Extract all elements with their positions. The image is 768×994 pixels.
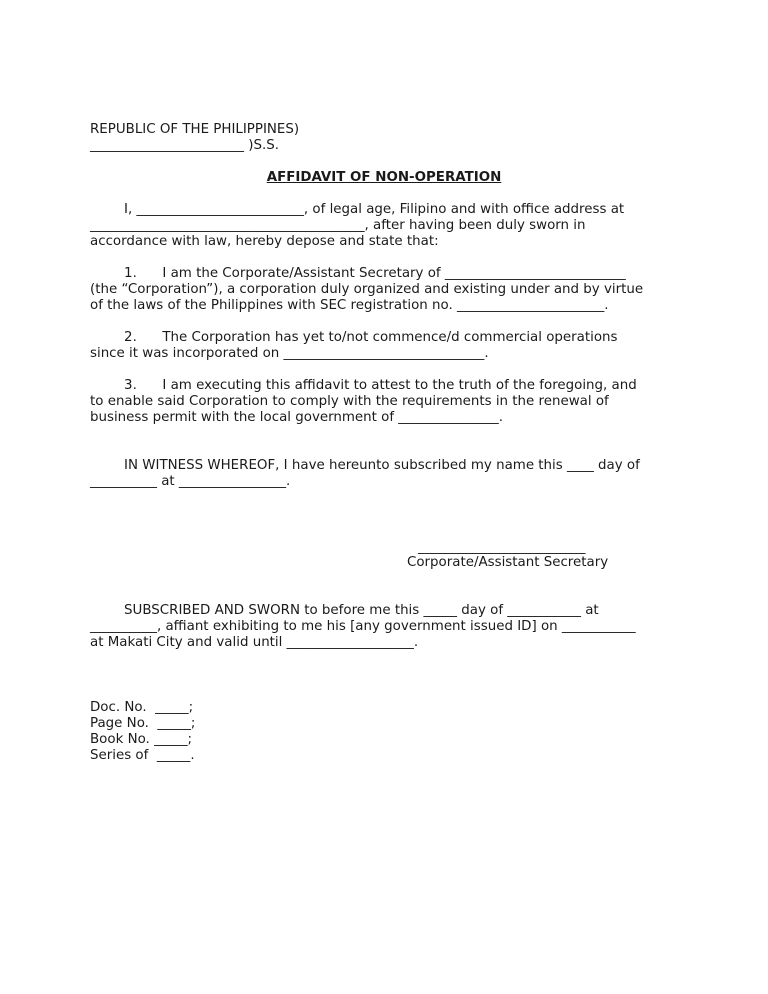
jurat-line-1: SUBSCRIBED AND SWORN to before me this _____ day of ___________ at — [90, 603, 599, 618]
signature-caption: Corporate/Assistant Secretary — [407, 555, 609, 570]
item-1-line-2: (the “Corporation”), a corporation duly organized and existing under and by virtue — [90, 282, 644, 297]
doc-no: Doc. No. _____; — [90, 700, 194, 715]
header-republic: REPUBLIC OF THE PHILIPPINES) — [90, 122, 300, 137]
item-2-line-2: since it was incorporated on ______________________________. — [90, 346, 489, 361]
item-3-line-1: 3. I am executing this affidavit to attest to the truth of the foregoing, and — [90, 378, 637, 393]
intro-line-2: _________________________________________, after having been duly sworn in — [90, 218, 586, 233]
item-3-line-2: to enable said Corporation to comply with the requirements in the renewal of — [90, 394, 609, 409]
item-2-line-1: 2. The Corporation has yet to/not commence/d commercial operations — [90, 330, 618, 345]
signature-line: _________________________ — [418, 540, 586, 555]
item-1-line-3: of the laws of the Philippines with SEC registration no. ______________________. — [90, 298, 609, 313]
page-no: Page No. _____; — [90, 716, 196, 731]
document-title: AFFIDAVIT OF NON-OPERATION — [266, 170, 502, 185]
item-1-line-1: 1. I am the Corporate/Assistant Secretary of ___________________________ — [90, 266, 626, 281]
item-3-line-3: business permit with the local government of _______________. — [90, 410, 503, 425]
book-no: Book No. _____; — [90, 732, 193, 747]
intro-line-1: I, _________________________, of legal age, Filipino and with office address at — [90, 202, 625, 217]
jurat-line-3: at Makati City and valid until ___________________. — [90, 635, 419, 650]
jurat-line-2: __________, affiant exhibiting to me his [any government issued ID] on ___________ — [90, 619, 636, 634]
series-of: Series of _____. — [90, 748, 195, 763]
header-ss: _______________________ )S.S. — [90, 138, 279, 153]
intro-line-3: accordance with law, hereby depose and state that: — [90, 234, 439, 249]
witness-line-2: __________ at ________________. — [90, 474, 291, 489]
witness-line-1: IN WITNESS WHEREOF, I have hereunto subscribed my name this ____ day of — [90, 458, 640, 473]
